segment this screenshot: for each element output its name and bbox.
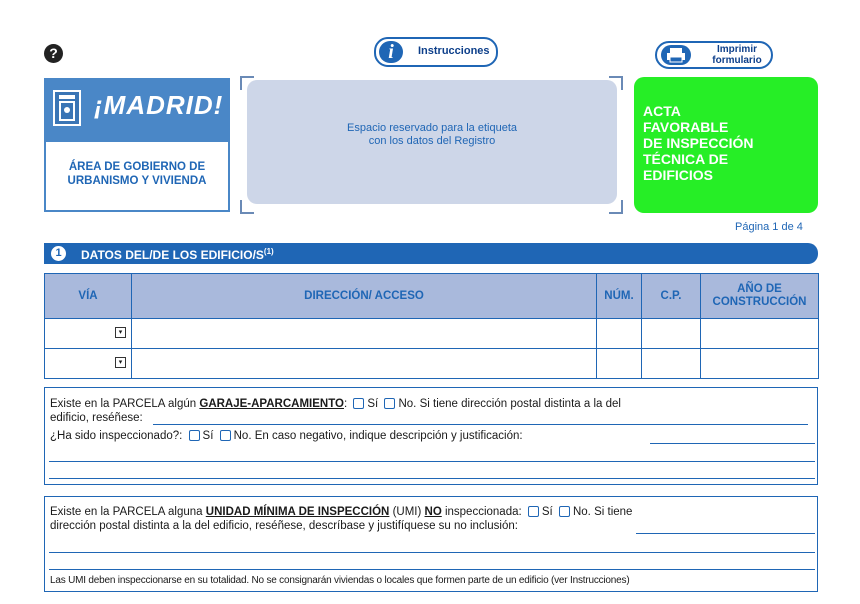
acta-title: ACTA FAVORABLE DE INSPECCIÓN TÉCNICA DE EDIFICIOS	[643, 103, 754, 183]
col-direccion: DIRECCIÓN/ ACCESO	[132, 274, 597, 319]
col-cp: C.P.	[642, 274, 701, 319]
col-via: VÍA	[45, 274, 132, 319]
direccion-input[interactable]	[132, 349, 597, 379]
area-gobierno-box	[44, 140, 230, 212]
garaje-no-checkbox[interactable]	[384, 398, 395, 409]
direccion-input[interactable]	[132, 319, 597, 349]
num-input[interactable]	[597, 349, 642, 379]
garaje-block	[44, 387, 818, 485]
instructions-button[interactable]	[374, 37, 498, 67]
garaje-question: Existe en la PARCELA algún GARAJE-APARCAMIENTO: Sí No. Si tiene dirección postal distinta a la del	[50, 398, 621, 410]
madrid-wordmark: ¡MADRID!	[94, 90, 224, 120]
table-row	[45, 319, 819, 349]
registro-text: Espacio reservado para la etiqueta con los datos del Registro	[347, 122, 517, 147]
page-number: Página 1 de 4	[735, 221, 803, 233]
madrid-logo	[44, 78, 230, 140]
umi-line[interactable]	[49, 552, 815, 553]
umi-note: Las UMI deben inspeccionarse en su totalidad. No se consignarán viviendas o locales que formen parte de un edificio (ver Instrucciones)	[50, 575, 630, 586]
ano-input[interactable]	[701, 319, 819, 349]
justificacion-line[interactable]	[49, 461, 815, 462]
printer-icon	[661, 45, 691, 65]
info-icon: i	[379, 41, 403, 63]
umi-question: Existe en la PARCELA alguna UNIDAD MÍNIMA DE INSPECCIÓN (UMI) NO inspeccionada: Sí No. Si tiene	[50, 506, 633, 518]
print-form-button[interactable]	[655, 41, 773, 69]
umi-direccion-label: dirección postal distinta a la del edificio, reséñese, descríbase y justifíquese su no inclusión:	[50, 520, 518, 532]
print-form-label: Imprimir formulario	[712, 44, 762, 66]
area-gobierno-text: ÁREA DE GOBIERNO DE URBANISMO Y VIVIENDA	[67, 161, 207, 187]
section-title: DATOS DEL/DE LOS EDIFICIO/$S^{(1)}$	[81, 247, 274, 262]
table-row	[45, 349, 819, 379]
justificacion-line[interactable]	[49, 478, 815, 479]
edificios-table	[44, 273, 819, 379]
col-ano-construccion: AÑO DE CONSTRUCCIÓN	[701, 274, 819, 319]
help-icon[interactable]: ?	[44, 44, 63, 63]
justificacion-field[interactable]	[650, 443, 815, 444]
dropdown-arrow-icon[interactable]: ▾	[115, 327, 126, 338]
inspeccionado-si-checkbox[interactable]	[189, 430, 200, 441]
ano-input[interactable]	[701, 349, 819, 379]
umi-line[interactable]	[49, 569, 815, 570]
umi-block	[44, 496, 818, 592]
acta-title-box	[634, 77, 818, 213]
umi-no-checkbox[interactable]	[559, 506, 570, 517]
col-num: NÚM.	[597, 274, 642, 319]
instructions-label: Instrucciones	[418, 45, 490, 57]
umi-direccion-field[interactable]	[636, 533, 815, 534]
crest-icon	[53, 90, 81, 126]
cp-input[interactable]	[642, 349, 701, 379]
via-select[interactable]	[45, 349, 132, 379]
garaje-inspeccionado-question: ¿Ha sido inspeccionado?: Sí No. En caso negativo, indique descripción y justificación:	[50, 430, 523, 442]
section-number: 1	[51, 246, 66, 261]
registro-label-space	[247, 80, 617, 204]
garaje-si-checkbox[interactable]	[353, 398, 364, 409]
dropdown-arrow-icon[interactable]: ▾	[115, 357, 126, 368]
cp-input[interactable]	[642, 319, 701, 349]
inspeccionado-no-checkbox[interactable]	[220, 430, 231, 441]
section-1-header	[44, 243, 818, 264]
via-select[interactable]	[45, 319, 132, 349]
num-input[interactable]	[597, 319, 642, 349]
garaje-direccion-field[interactable]	[153, 424, 808, 425]
garaje-resenese-label: edificio, reséñese:	[50, 412, 143, 424]
umi-si-checkbox[interactable]	[528, 506, 539, 517]
